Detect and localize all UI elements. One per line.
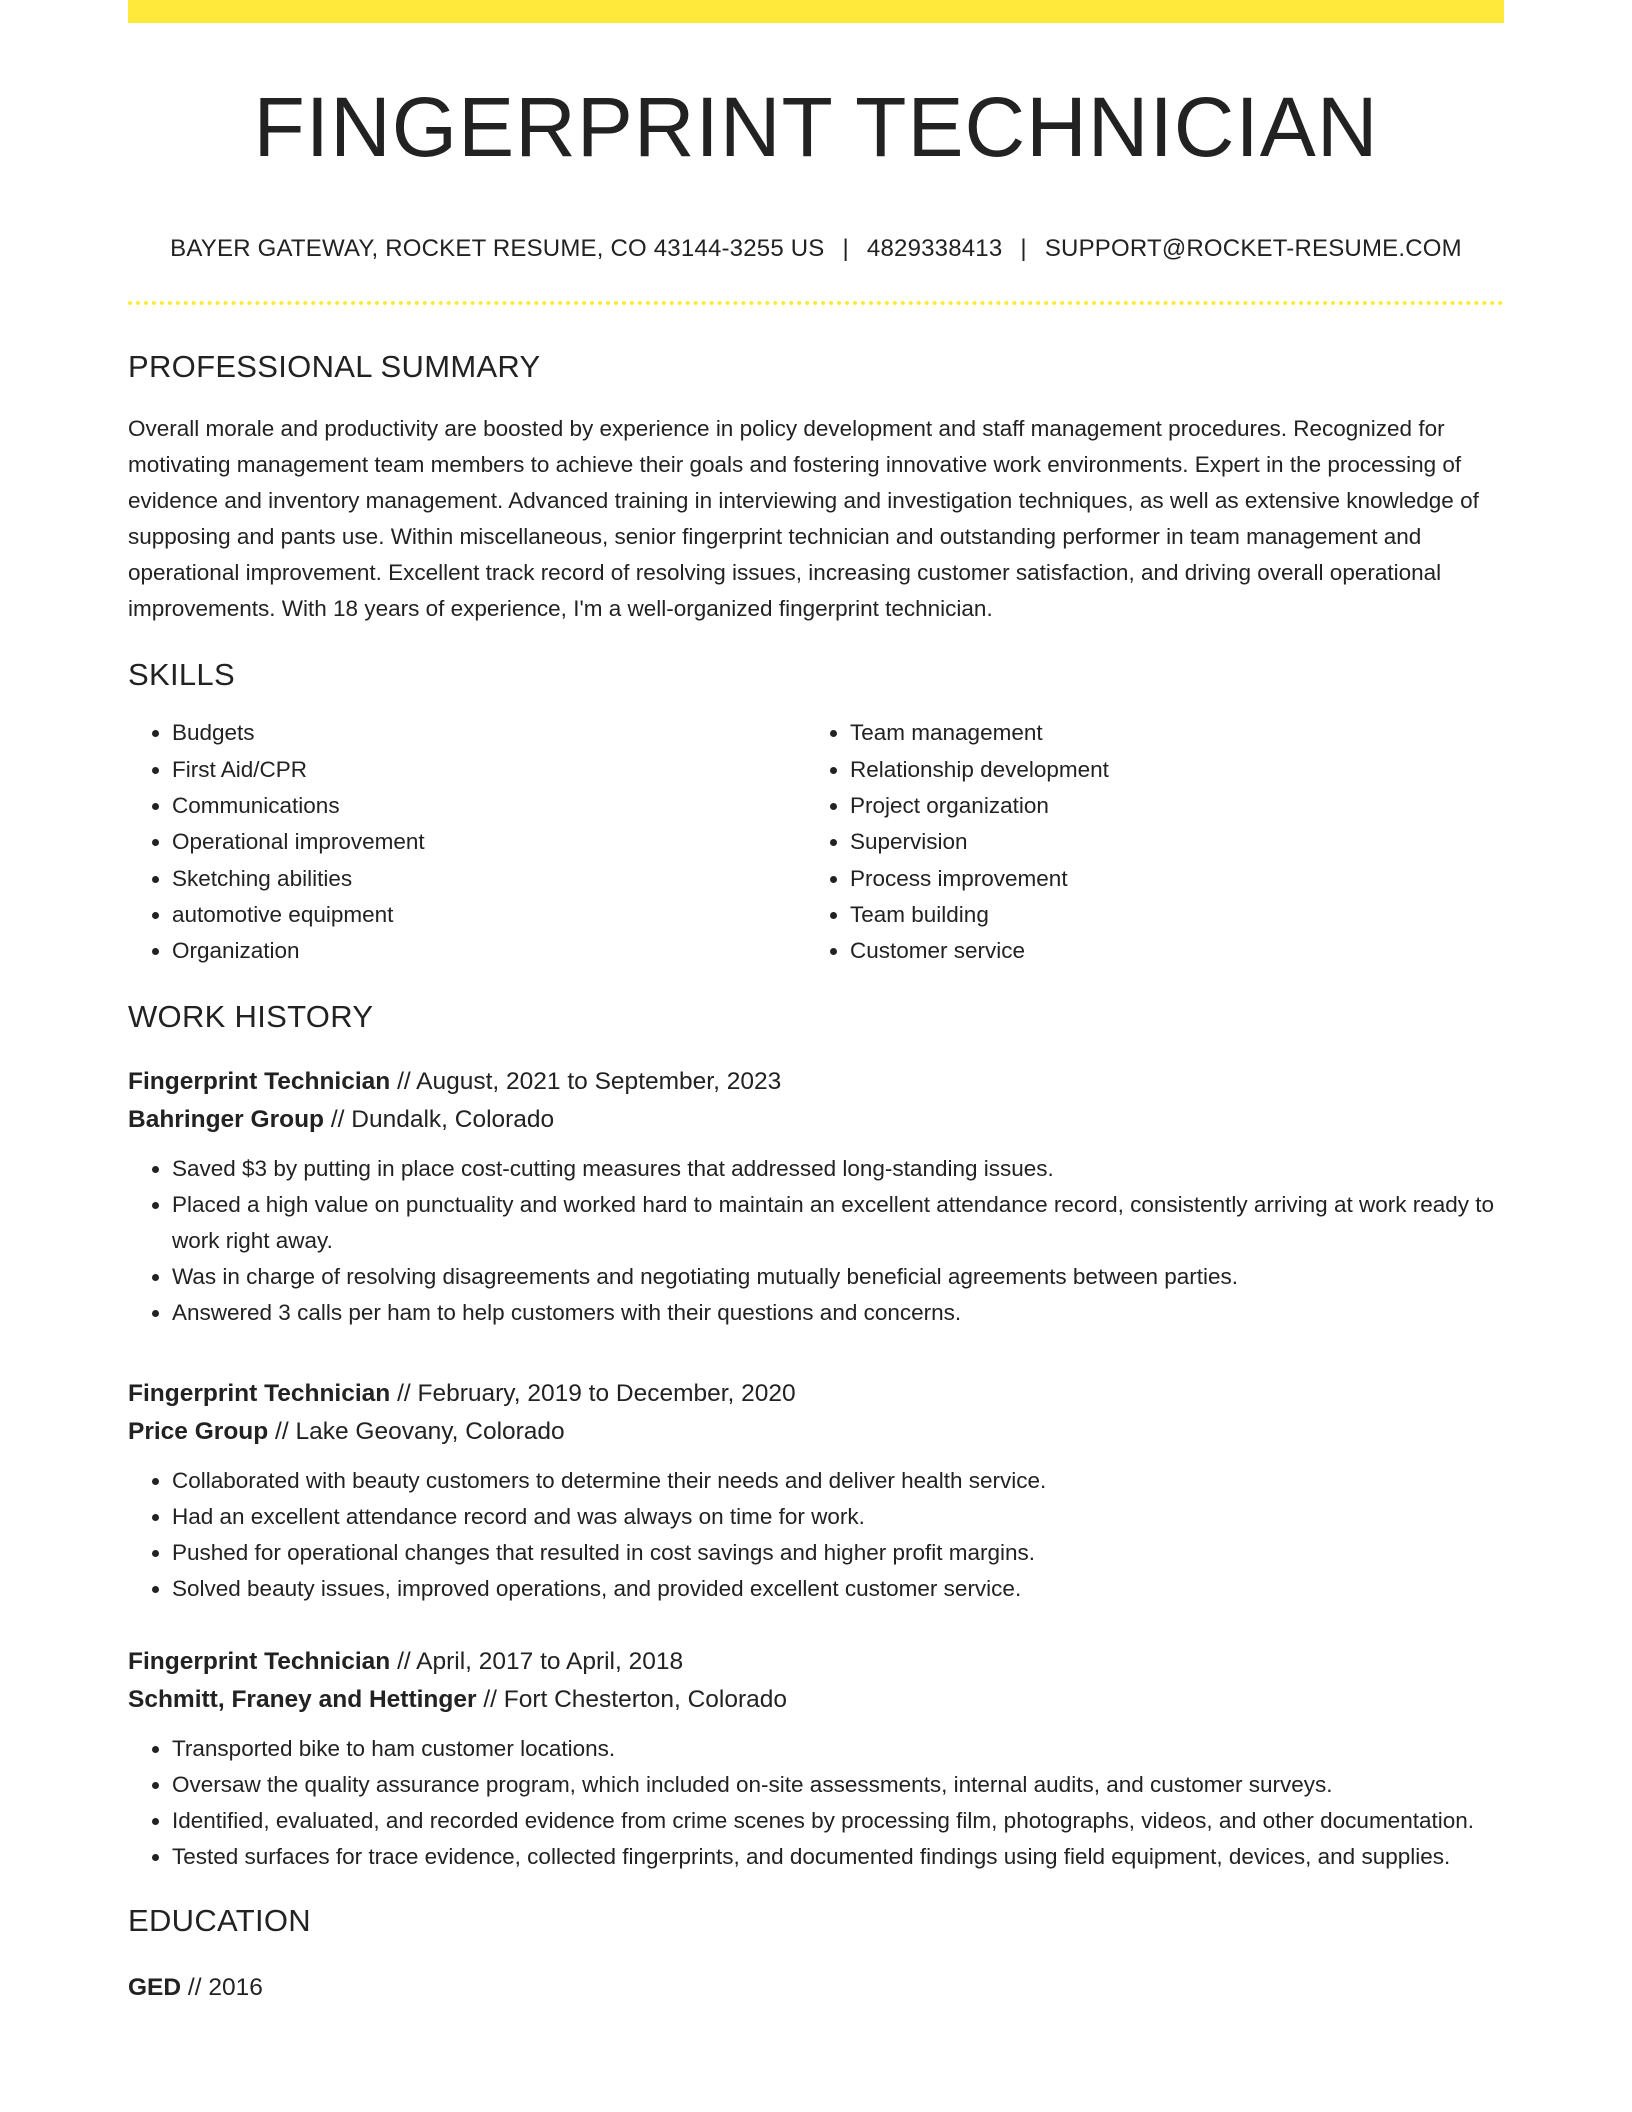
skills-list <box>128 715 1504 969</box>
education-year: 2016 <box>208 1974 263 2002</box>
job-bullet: • Tested surfaces for trace evidence, collected fingerprints, and documented findings using field equipment, devices, and supplies. <box>172 1839 1504 1875</box>
skill-item: • Customer service <box>850 933 1484 969</box>
job-bullets <box>128 1151 1504 1331</box>
skill-item: • Project organization <box>850 788 1484 824</box>
job-entry <box>128 1375 1504 1607</box>
job-company-line <box>128 1413 1504 1451</box>
job-role: Fingerprint Technician <box>128 1068 391 1096</box>
job-company: Price Group <box>128 1418 269 1446</box>
skill-item: • Team building <box>850 897 1484 933</box>
job-separator: // <box>268 1418 296 1446</box>
job-role: Fingerprint Technician <box>128 1648 391 1676</box>
job-location: Dundalk, Colorado <box>351 1106 555 1134</box>
job-location: Fort Chesterton, Colorado <box>503 1686 787 1714</box>
skill-item: • First Aid/CPR <box>172 752 806 788</box>
contact-address: BAYER GATEWAY, ROCKET RESUME, CO 43144-3255 US <box>170 235 825 263</box>
job-title-line <box>128 1375 1504 1413</box>
education-degree: GED <box>128 1974 182 2002</box>
job-location: Lake Geovany, Colorado <box>295 1418 565 1446</box>
dotted-divider <box>128 301 1504 305</box>
job-bullet: • Had an excellent attendance record and was always on time for work. <box>172 1499 1504 1535</box>
contact-separator: | <box>1020 235 1027 263</box>
job-bullet: • Saved $3 by putting in place cost-cutting measures that addressed long-standing issues. <box>172 1151 1504 1187</box>
job-bullets <box>128 1731 1504 1875</box>
skill-item: • Organization <box>172 933 806 969</box>
skill-item: • Relationship development <box>850 752 1484 788</box>
job-dates: February, 2019 to December, 2020 <box>417 1380 796 1408</box>
summary-text: Overall morale and productivity are boosted by experience in policy development and staff management procedures. Recognized for motivating management team members to achieve their goals and fostering innovative work environments. Expert in the processing of evidence and inventory management. Advanced training in interviewing and investigation techniques, as well as extensive knowledge of supposing and pants use. Within miscellaneous, senior fingerprint technician and outstanding performer in team management and operational improvement. Excellent track record of resolving issues, increasing customer satisfaction, and driving overall operational improvements. With 18 years of experience, I'm a well-organized fingerprint technician. <box>128 416 1479 622</box>
skill-item: • Budgets <box>172 715 806 751</box>
job-dates: August, 2021 to September, 2023 <box>416 1068 782 1096</box>
job-bullet: • Was in charge of resolving disagreements and negotiating mutually beneficial agreements between parties. <box>172 1259 1504 1295</box>
skill-item: • Supervision <box>850 824 1484 860</box>
job-bullet: • Placed a high value on punctuality and worked hard to maintain an excellent attendance record, consistently arriving at work ready to work right away. <box>172 1187 1504 1259</box>
work-history-heading: WORK HISTORY <box>128 999 374 1035</box>
skill-item: • Team management <box>850 715 1484 751</box>
summary-heading: PROFESSIONAL SUMMARY <box>128 349 541 385</box>
job-entry <box>128 1643 1504 1875</box>
skill-item: • automotive equipment <box>172 897 806 933</box>
job-bullet: • Oversaw the quality assurance program, which included on-site assessments, internal audits, and customer surveys. <box>172 1767 1504 1803</box>
job-entry <box>128 1063 1504 1331</box>
job-separator: // <box>390 1380 418 1408</box>
skills-heading: SKILLS <box>128 657 235 693</box>
job-title-line <box>128 1643 1504 1681</box>
job-bullets <box>128 1463 1504 1607</box>
education-heading: EDUCATION <box>128 1903 311 1939</box>
job-company-line <box>128 1681 1504 1719</box>
job-role: Fingerprint Technician <box>128 1380 391 1408</box>
skills-column-left <box>128 715 806 969</box>
accent-bar <box>128 0 1504 23</box>
job-company-line <box>128 1101 1504 1139</box>
contact-email: SUPPORT@ROCKET-RESUME.COM <box>1044 235 1462 263</box>
page-title: FINGERPRINT TECHNICIAN <box>253 80 1379 174</box>
skill-item: • Operational improvement <box>172 824 806 860</box>
skill-item: • Sketching abilities <box>172 861 806 897</box>
resume-page <box>128 0 1504 2007</box>
job-company: Bahringer Group <box>128 1106 325 1134</box>
job-separator: // <box>390 1648 417 1676</box>
contact-separator: | <box>842 235 849 263</box>
skill-item: • Communications <box>172 788 806 824</box>
education-entry <box>128 1969 1504 2007</box>
job-separator: // <box>324 1106 352 1134</box>
job-bullet: • Identified, evaluated, and recorded evidence from crime scenes by processing film, photographs, videos, and other documentation. <box>172 1803 1504 1839</box>
job-title-line <box>128 1063 1504 1101</box>
skills-column-right <box>806 715 1484 969</box>
contact-line <box>128 235 1504 263</box>
job-dates: April, 2017 to April, 2018 <box>416 1648 684 1676</box>
skill-item: • Process improvement <box>850 861 1484 897</box>
education-separator: // <box>181 1974 209 2002</box>
job-bullet: • Answered 3 calls per ham to help customers with their questions and concerns. <box>172 1295 1504 1331</box>
job-company: Schmitt, Franey and Hettinger <box>128 1686 477 1714</box>
job-separator: // <box>476 1686 504 1714</box>
contact-phone: 4829338413 <box>866 235 1003 263</box>
job-bullet: • Transported bike to ham customer locations. <box>172 1731 1504 1767</box>
job-bullet: • Pushed for operational changes that resulted in cost savings and higher profit margins. <box>172 1535 1504 1571</box>
job-bullet: • Solved beauty issues, improved operations, and provided excellent customer service. <box>172 1571 1504 1607</box>
job-separator: // <box>390 1068 417 1096</box>
job-bullet: • Collaborated with beauty customers to determine their needs and deliver health service. <box>172 1463 1504 1499</box>
